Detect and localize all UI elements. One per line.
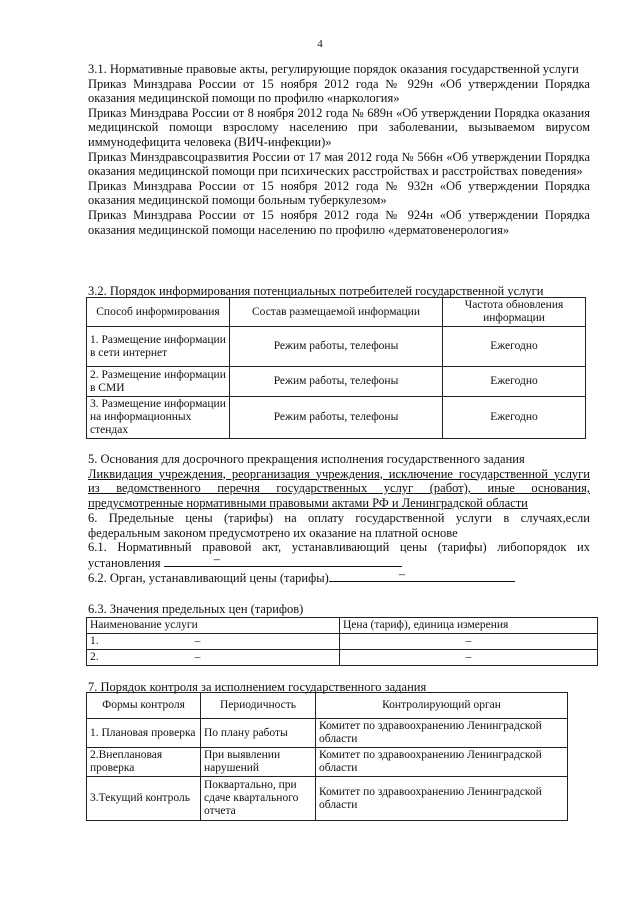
act-929n: Приказ Минздрава России от 15 ноября 2012 года № 929н «Об утверждении Порядка оказания медицинской помощи по профилю «наркология»	[88, 76, 590, 106]
price-cell: –	[340, 650, 598, 666]
section-3-1	[88, 62, 590, 237]
table-row	[87, 397, 586, 439]
table-row	[87, 634, 598, 650]
information-table	[86, 297, 586, 439]
termination-grounds-line-3: предусмотренные нормативными правовыми актами РФ и Ленинградской области	[88, 495, 528, 510]
periodicity: По плану работы	[201, 719, 316, 748]
section-5-heading: 5. Основания для досрочного прекращения исполнения государственного задания	[88, 452, 525, 466]
info-frequency: Ежегодно	[443, 367, 586, 397]
control-form: 2.Внеплановая проверка	[87, 748, 201, 777]
section-6-line-1: 6. Предельные цены (тарифы) на оплату государственной услуги в случаях,если	[88, 511, 590, 525]
header-method: Способ информирования	[87, 298, 230, 327]
info-frequency: Ежегодно	[443, 397, 586, 439]
info-method: 2. Размещение информации в СМИ	[87, 367, 230, 397]
info-method: 1. Размещение информации в сети интернет	[87, 327, 230, 367]
act-689n: Приказ Минздрава России от 8 ноября 2012 года № 689н «Об утверждении Порядка оказания медицинской помощи взрослому населению при заболевании, вызываемом вирусом иммунодефицита человека (ВИЧ-инфекции)»	[88, 105, 590, 149]
row-number: 2.	[90, 651, 99, 663]
table-header-row	[87, 618, 598, 634]
table-row	[87, 748, 568, 777]
table-row	[87, 719, 568, 748]
section-6-3-heading: 6.3. Значения предельных цен (тарифов)	[88, 602, 304, 616]
table-row	[87, 777, 568, 821]
table-row	[87, 650, 598, 666]
section-6-1-line-2	[88, 551, 590, 571]
section-6-1-label: установления	[88, 555, 161, 570]
termination-grounds-line-1: Ликвидация учреждения, реорганизация учреждения, исключение государственной услуги	[88, 466, 590, 481]
tariff-authority-blank	[329, 567, 515, 582]
service-cell	[87, 650, 340, 666]
termination-grounds-line-2: из ведомственного перечня государственных услуг (работ), иные основания,	[88, 481, 590, 496]
header-frequency: Частота обновления информации	[443, 298, 586, 327]
section-6-2	[88, 567, 590, 586]
control-body: Комитет по здравоохранению Ленинградской области	[316, 777, 568, 821]
table-row	[87, 367, 586, 397]
info-content: Режим работы, телефоны	[230, 397, 443, 439]
section-7-heading: 7. Порядок контроля за исполнением государственного задания	[88, 680, 427, 694]
info-frequency: Ежегодно	[443, 327, 586, 367]
legal-act-blank	[164, 551, 402, 567]
page-number: 4	[317, 38, 323, 50]
act-566n: Приказ Минздравсоцразвития России от 17 мая 2012 года № 566н «Об утверждении Порядка оказания медицинской помощи при психических расстройствах и расстройствах поведения»	[88, 149, 590, 179]
section-6-2-label: 6.2. Орган, устанавливающий цены (тарифы)	[88, 571, 329, 586]
service-name: –	[194, 635, 201, 647]
tariff-table	[86, 617, 598, 666]
header-price: Цена (тариф), единица измерения	[340, 618, 598, 634]
header-control-body: Контролирующий орган	[316, 693, 568, 719]
control-body: Комитет по здравоохранению Ленинградской области	[316, 748, 568, 777]
header-control-form: Формы контроля	[87, 693, 201, 719]
header-periodicity: Периодичность	[201, 693, 316, 719]
periodicity: При выявлении нарушений	[201, 748, 316, 777]
section-6-1-line-1: 6.1. Нормативный правовой акт, устанавливающий цены (тарифы) либопорядок их	[88, 540, 590, 555]
control-form: 1. Плановая проверка	[87, 719, 201, 748]
section-3-1-heading: 3.1. Нормативные правовые акты, регулирующие порядок оказания государственной услуги	[88, 62, 579, 76]
section-6-line-2: федеральным законом предусмотрено их оказание на платной основе	[88, 525, 458, 540]
info-method: 3. Размещение информации на информационных стендах	[87, 397, 230, 439]
control-body: Комитет по здравоохранению Ленинградской области	[316, 719, 568, 748]
price-cell: –	[340, 634, 598, 650]
header-service-name: Наименование услуги	[87, 618, 340, 634]
section-6	[88, 511, 590, 586]
tariff-authority-dash: –	[398, 567, 406, 582]
info-content: Режим работы, телефоны	[230, 327, 443, 367]
info-content: Режим работы, телефоны	[230, 367, 443, 397]
table-header-row	[87, 693, 568, 719]
section-5	[88, 452, 590, 510]
section-3-2-heading: 3.2. Порядок информирования потенциальных потребителей государственной услуги	[88, 284, 544, 298]
act-932n: Приказ Минздрава России от 15 ноября 2012 года № 932н «Об утверждении Порядка оказания медицинской помощи больным туберкулезом»	[88, 178, 590, 208]
control-table	[86, 692, 568, 821]
table-header-row	[87, 298, 586, 327]
service-name: –	[194, 651, 201, 663]
periodicity: Поквартально, при сдаче квартального отчета	[201, 777, 316, 821]
act-924n: Приказ Минздрава России от 15 ноября 2012 года № 924н «Об утверждении Порядка оказания медицинской помощи населению по профилю «дерматовенерология»	[88, 207, 590, 237]
table-row	[87, 327, 586, 367]
legal-act-dash: –	[213, 551, 220, 566]
row-number: 1.	[90, 635, 99, 647]
service-cell	[87, 634, 340, 650]
control-form: 3.Текущий контроль	[87, 777, 201, 821]
header-content: Состав размещаемой информации	[230, 298, 443, 327]
